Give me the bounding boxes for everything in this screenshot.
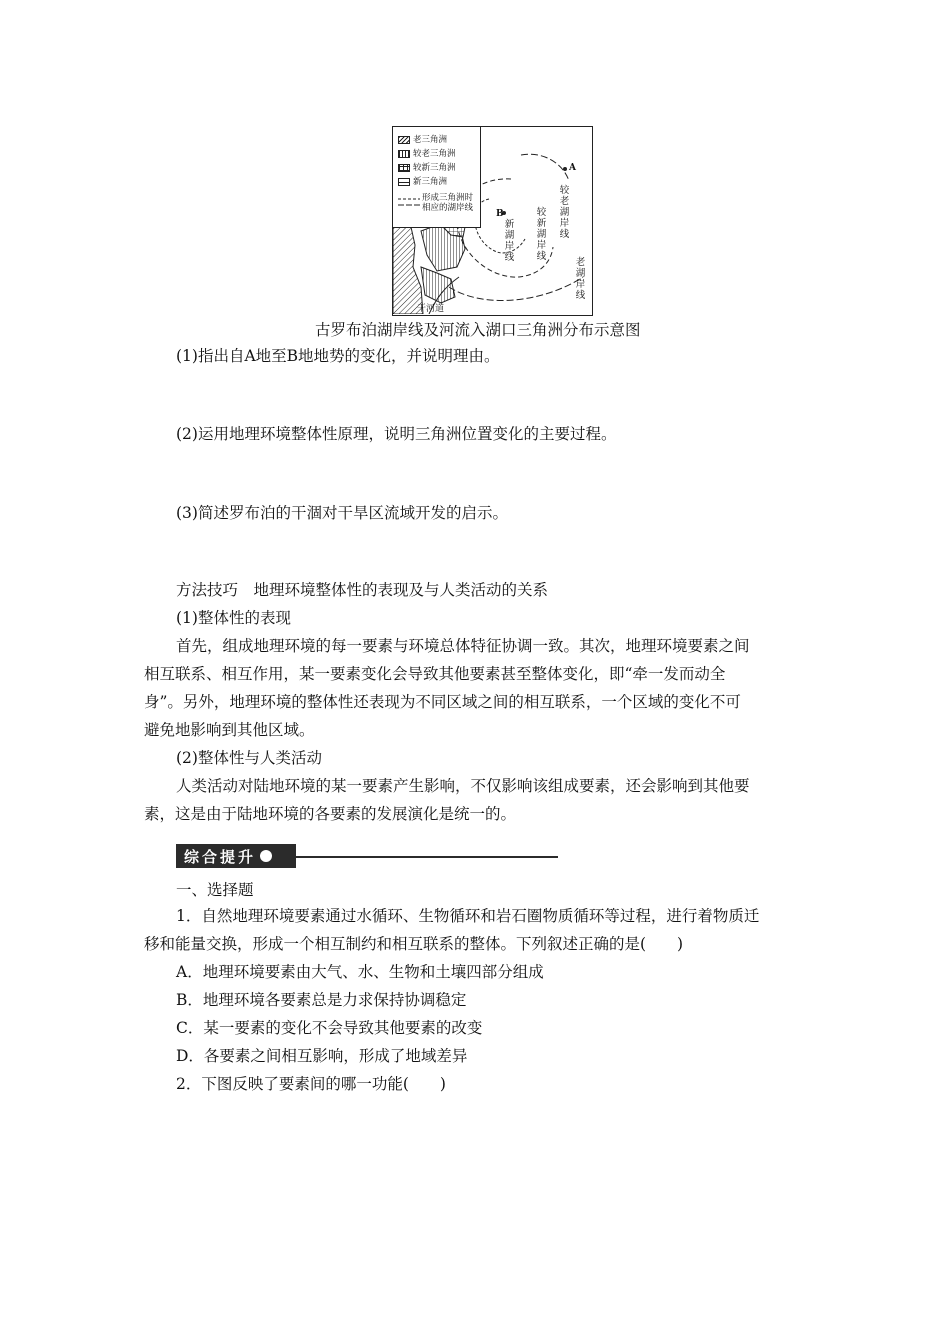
- legend-item: [398, 135, 447, 145]
- legend-item: [398, 149, 456, 159]
- method-paragraph-line: 人类活动对陆地环境的某一要素产生影响，不仅影响该组成要素，还会影响到其他要: [176, 777, 750, 795]
- method-paragraph-line: 素，这是由于陆地环境的各要素的发展演化是统一的。: [144, 805, 517, 823]
- method-paragraph-line: 相互联系、相互作用，某一要素变化会导致其他要素甚至整体变化，即“牵一发而动全: [144, 665, 726, 683]
- label-dry-river: 干河道: [417, 304, 445, 314]
- label-point-a: A: [569, 163, 576, 173]
- legend-item: [398, 163, 456, 173]
- legend-swatch: [398, 150, 410, 158]
- shore-new: [475, 199, 525, 253]
- method-paragraph-line: 避免地影响到其他区域。: [144, 721, 315, 739]
- legend-line-label: 相应的湖岸线: [422, 203, 474, 213]
- legend-swatch: [398, 136, 410, 144]
- exercise-q2: 2．下图反映了要素间的哪一功能( ): [176, 1075, 446, 1093]
- section-divider: [296, 856, 558, 858]
- exercise-q1-line: 1．自然地理环境要素通过水循环、生物循环和岩石圈物质循环等过程，进行着物质迁: [176, 907, 760, 925]
- lop-nur-map: [392, 126, 593, 316]
- section-title: 综合提升: [184, 847, 257, 866]
- label-shore-old: 老湖岸线: [575, 257, 586, 301]
- question-3: (3)简述罗布泊的干涸对干旱区流域开发的启示。: [176, 504, 508, 522]
- legend-swatch: [398, 178, 410, 186]
- exercise-option-c: C．某一要素的变化不会导致其他要素的改变: [176, 1019, 483, 1037]
- legend-label: 老三角洲: [413, 135, 448, 145]
- legend-label: 新三角洲: [413, 177, 448, 187]
- map-legend: [393, 127, 481, 228]
- point-a-marker: [563, 167, 567, 171]
- exercise-option-a: A．地理环境要素由大气、水、生物和土壤四部分组成: [176, 963, 544, 981]
- exercise-q1-line: 移和能量交换，形成一个相互制约和相互联系的整体。下列叙述正确的是( ): [144, 935, 684, 953]
- label-shore-older: 较老湖岸线: [559, 185, 570, 240]
- label-shore-new: 新湖岸线: [504, 219, 515, 263]
- question-1: (1)指出自A地至B地地势的变化，并说明理由。: [176, 347, 500, 365]
- figure-caption: 古罗布泊湖岸线及河流入湖口三角洲分布示意图: [315, 321, 641, 339]
- method-paragraph-line: 身”。另外，地理环境的整体性还表现为不同区域之间的相互联系，一个区域的变化不可: [144, 693, 741, 711]
- legend-line-swatch: [398, 196, 420, 210]
- method-sub1: (1)整体性的表现: [176, 609, 291, 627]
- exercise-option-b: B．地理环境各要素总是力求保持协调稳定: [176, 991, 467, 1009]
- exercise-option-d: D．各要素之间相互影响，形成了地域差异: [176, 1047, 468, 1065]
- exercise-type-heading: 一、选择题: [176, 881, 254, 899]
- label-point-b: B: [496, 209, 504, 219]
- legend-label: 较新三角洲: [413, 163, 456, 173]
- method-heading: 方法技巧 地理环境整体性的表现及与人类活动的关系: [176, 581, 549, 599]
- shore-older: [521, 154, 569, 181]
- legend-item: [398, 193, 473, 213]
- method-paragraph-line: 首先，组成地理环境的每一要素与环境总体特征协调一致。其次，地理环境要素之间: [176, 637, 750, 655]
- label-shore-newer: 较新湖岸线: [536, 207, 547, 262]
- legend-label: 较老三角洲: [413, 149, 456, 159]
- method-sub2: (2)整体性与人类活动: [176, 749, 322, 767]
- legend-line-label: 形成三角洲时: [422, 193, 474, 203]
- legend-swatch: [398, 164, 410, 172]
- legend-item: [398, 177, 447, 187]
- question-2: (2)运用地理环境整体性原理，说明三角洲位置变化的主要过程。: [176, 425, 617, 443]
- bullet-dot-icon: [260, 850, 272, 862]
- section-header: [176, 844, 296, 868]
- shore-old: [449, 277, 583, 300]
